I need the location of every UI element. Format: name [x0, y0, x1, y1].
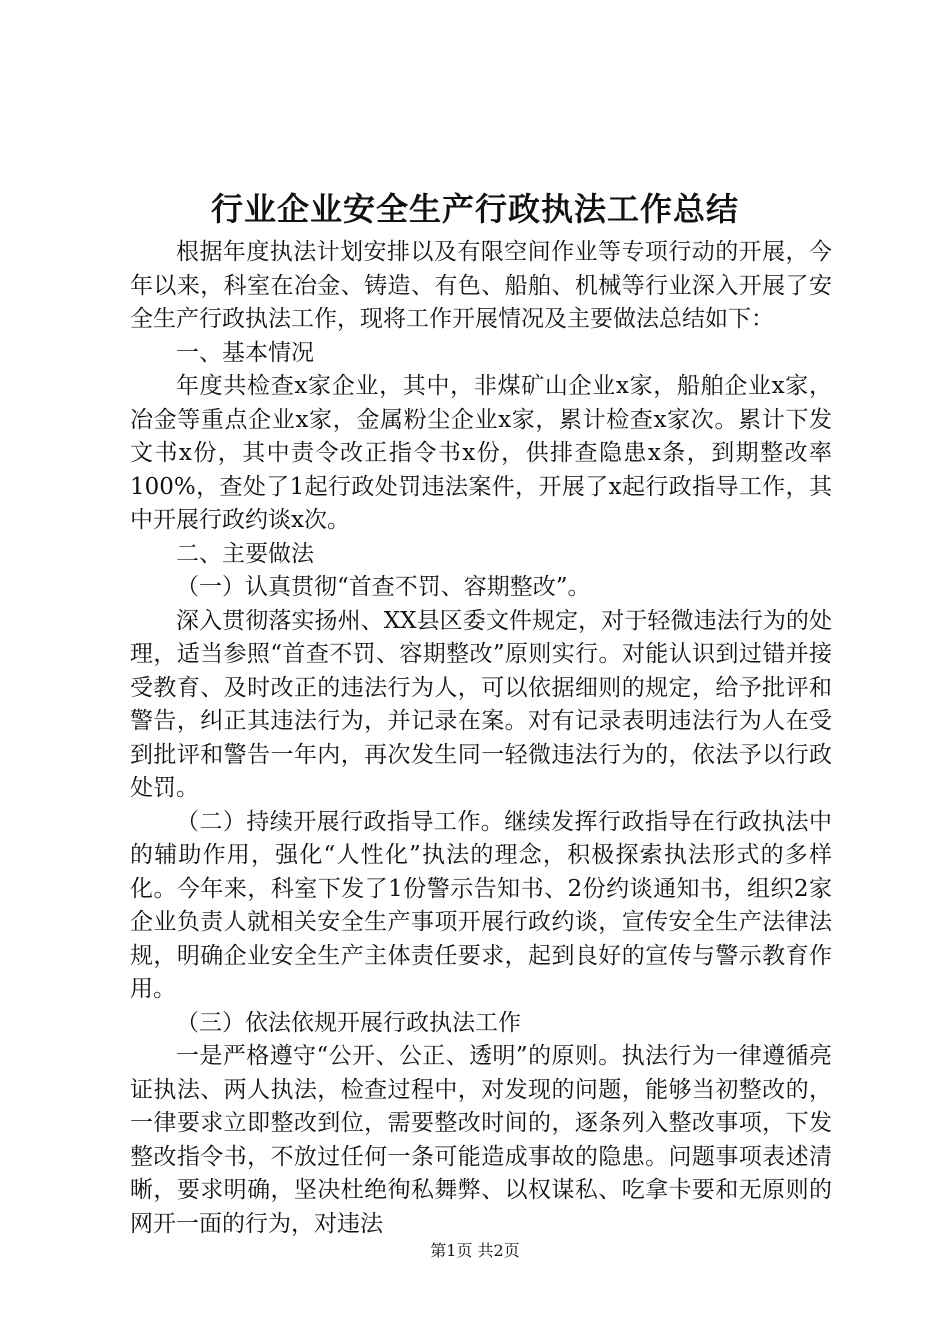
- section-heading-main-practices: 二、主要做法: [176, 540, 314, 567]
- document-title: 行业企业安全生产行政执法工作总结: [210, 190, 739, 228]
- intro-paragraph: 根据年度执法计划安排以及有限空间作业等专项行动的开展，今年以来，科室在冶金、铸造、有色、船舶、机械等行业深入开展了安全生产行政执法工作，现将工作开展情况及主要做法总结如下：: [130, 239, 832, 332]
- subsection-2-paragraph: （二）持续开展行政指导工作。继续发挥行政指导在行政执法中的辅助作用，强化“人性化”执法的理念，积极探索执法形式的多样化。今年来，科室下发了1份警示告知书、2份约谈通知书，组织2家企业负责人就相关安全生产事项开展行政约谈，宣传安全生产法律法规，明确企业安全生产主体责任要求，起到良好的宣传与警示教育作用。: [130, 808, 832, 1002]
- subsection-1-paragraph: 深入贯彻落实扬州、XX县区委文件规定，对于轻微违法行为的处理，适当参照“首查不罚、容期整改”原则实行。对能认识到过错并接受教育、及时改正的违法行为人，可以依据细则的规定，给予批评和警告，纠正其违法行为，并记录在案。对有记录表明违法行为人在受到批评和警告一年内，再次发生同一轻微违法行为的，依法予以行政处罚。: [130, 607, 832, 801]
- section-heading-basic-situation: 一、基本情况: [176, 339, 314, 366]
- subsection-heading-3: （三）依法依规开展行政执法工作: [176, 1009, 521, 1036]
- subsection-3-paragraph: 一是严格遵守“公开、公正、透明”的原则。执法行为一律遵循亮证执法、两人执法，检查过程中，对发现的问题，能够当初整改的，一律要求立即整改到位，需要整改时间的，逐条列入整改事项，下发整改指令书，不放过任何一条可能造成事故的隐患。问题事项表述清晰，要求明确，坚决杜绝徇私舞弊、以权谋私、吃拿卡要和无原则的网开一面的行为，对违法: [130, 1043, 832, 1237]
- document-body: [130, 236, 832, 1241]
- subsection-heading-1: （一）认真贯彻“首查不罚、容期整改”。: [176, 574, 591, 600]
- basic-situation-paragraph: 年度共检查x家企业，其中，非煤矿山企业x家，船舶企业x家，冶金等重点企业x家，金属粉尘企业x家，累计检查x家次。累计下发文书x份，其中责令改正指令书x份，供排查隐患x条，到期整改率100%，查处了1起行政处罚违法案件，开展了x起行政指导工作，其中开展行政约谈x次。: [130, 373, 832, 533]
- page-footer: 第1页 共2页: [430, 1241, 520, 1260]
